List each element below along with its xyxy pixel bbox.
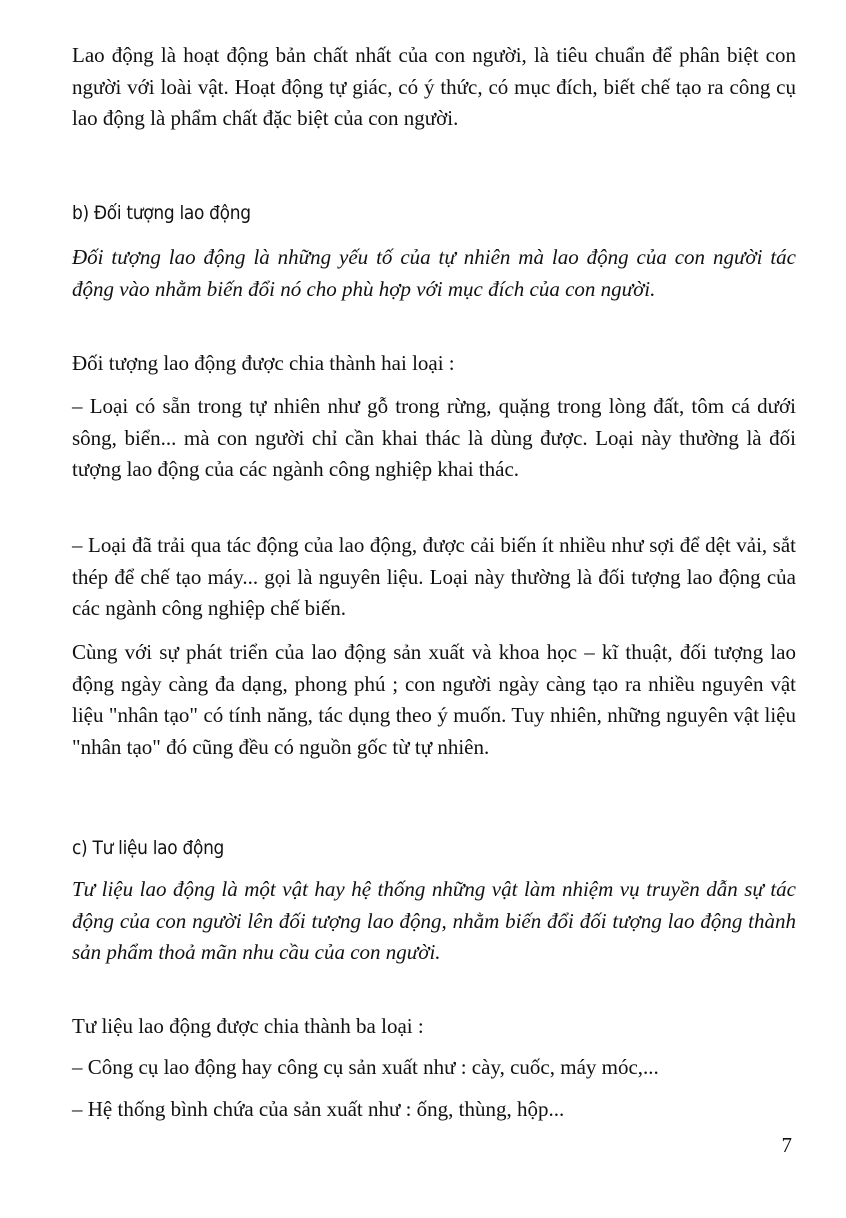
paragraph-development: Cùng với sự phát triển của lao động sản xuất và khoa học – kĩ thuật, đối tượng lao động ngày càng đa dạng, phong phú ; con người ngày càng tạo ra nhiều nguyên vật liệu "nhân tạo" có tính năng, tác dụng theo ý muốn. Tuy nhiên, những nguyên vật liệu "nhân tạo" đó cũng đều có nguồn gốc từ tự nhiên. <box>72 640 796 759</box>
list-item-natural-type: – Loại có sẵn trong tự nhiên như gỗ trong rừng, quặng trong lòng đất, tôm cá dưới sông, biển... mà con người chỉ cần khai thác là dùng được. Loại này thường là đối tượng lao động của các ngành công nghiệp khai thác. <box>72 394 796 481</box>
list-item-containers: – Hệ thống bình chứa của sản xuất như : ống, thùng, hộp... <box>72 1097 565 1121</box>
page-number: 7 <box>781 1133 792 1157</box>
list-item-processed-type: – Loại đã trải qua tác động của lao động, được cải biến ít nhiều như sợi để dệt vải, sắt thép để chế tạo máy... gọi là nguyên liệu. Loại này thường là đối tượng lao động của các ngành công nghiệp chế biến. <box>72 533 796 620</box>
paragraph-two-types: Đối tượng lao động được chia thành hai loại : <box>72 351 455 375</box>
list-item-tools: – Công cụ lao động hay công cụ sản xuất như : cày, cuốc, máy móc,... <box>72 1055 659 1079</box>
paragraph-three-types: Tư liệu lao động được chia thành ba loại : <box>72 1014 424 1038</box>
definition-labor-object: Đối tượng lao động là những yếu tố của tự nhiên mà lao động của con người tác động vào nhằm biến đổi nó cho phù hợp với mục đích của con người. <box>72 245 796 301</box>
section-heading-c: c) Tư liệu lao động <box>72 837 225 860</box>
definition-labor-means: Tư liệu lao động là một vật hay hệ thống những vật làm nhiệm vụ truyền dẫn sự tác động của con người lên đối tượng lao động, nhằm biến đổi đối tượng lao động thành sản phẩm thoả mãn nhu cầu của con người. <box>72 877 796 964</box>
paragraph-labor-essence: Lao động là hoạt động bản chất nhất của con người, là tiêu chuẩn để phân biệt con người với loài vật. Hoạt động tự giác, có ý thức, có mục đích, biết chế tạo ra công cụ lao động là phẩm chất đặc biệt của con người. <box>72 43 796 130</box>
section-heading-b: b) Đối tượng lao động <box>72 202 251 225</box>
